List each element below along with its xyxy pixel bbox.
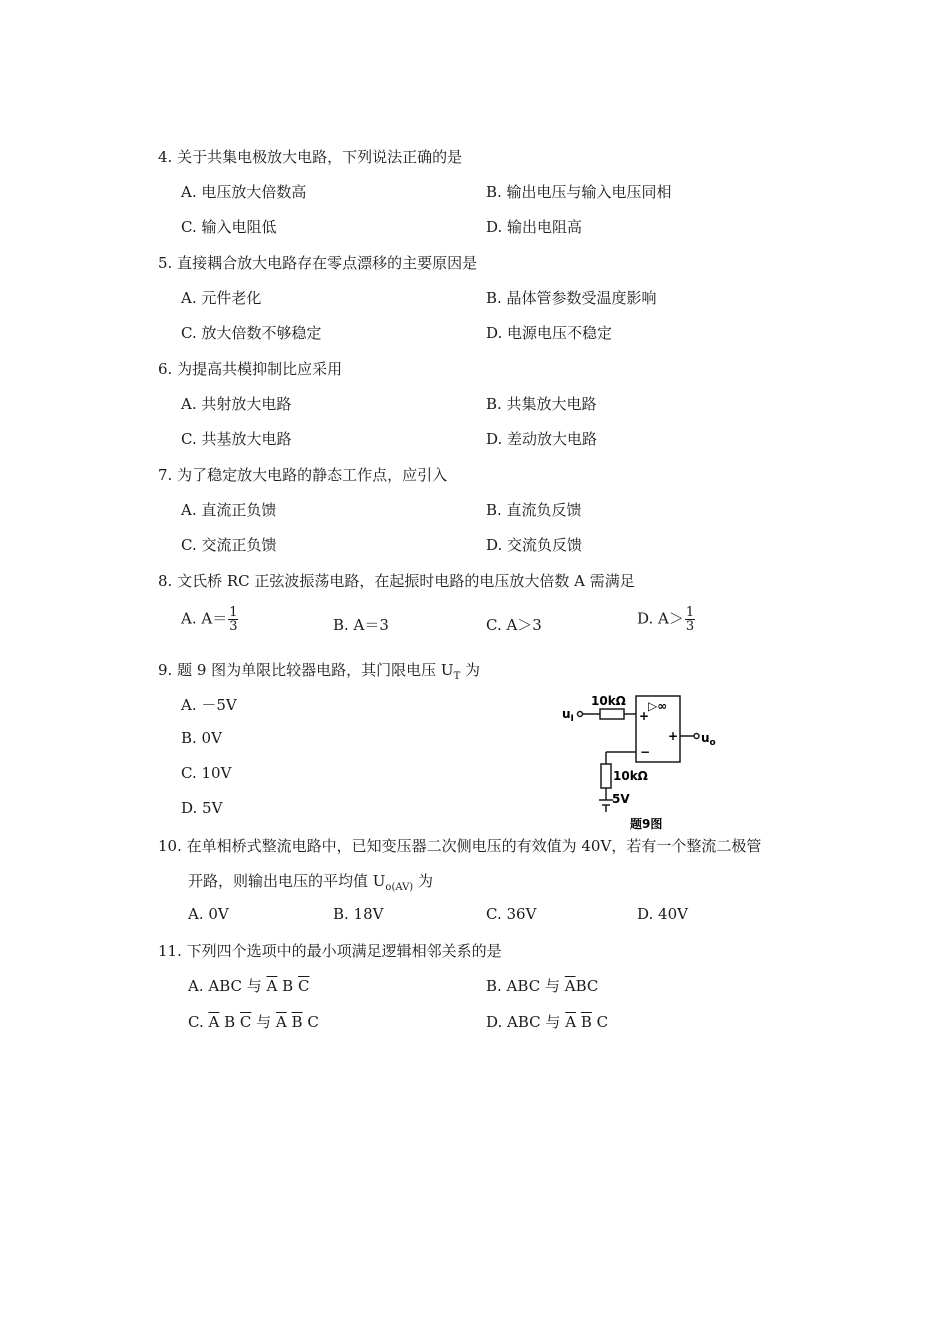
non-inverting-sign: + [639, 709, 650, 723]
fraction-denominator: 3 [685, 619, 695, 634]
fraction-numerator: 1 [685, 605, 695, 620]
question-8-option-a [181, 606, 238, 633]
question-6-option-b: B. 共集放大电路 [486, 395, 597, 413]
question-4-stem: 4. 关于共集电极放大电路，下列说法正确的是 [158, 148, 463, 166]
question-6-option-a: A. 共射放大电路 [181, 395, 292, 413]
output-sign: + [668, 729, 679, 743]
question-7-option-c: C. 交流正负馈 [181, 536, 277, 554]
question-8-option-b: B. A＝3 [333, 616, 389, 634]
question-4-option-a: A. 电压放大倍数高 [181, 183, 307, 201]
question-11-option-d: D. ABC 与 $\overline{A}$ $\overline{B}$ C [486, 1013, 609, 1031]
question-7-option-b: B. 直流负反馈 [486, 501, 582, 519]
question-11-option-c: C. $\overline{A}$ B $\overline{C}$ 与 $\overline{A}$ $\overline{B}$ C [188, 1013, 319, 1031]
stem-suffix: 为 [460, 661, 481, 679]
resistor-r2 [601, 764, 611, 788]
question-10-option-a: A. 0V [188, 905, 229, 923]
r2-label: 10kΩ [613, 769, 648, 783]
question-4-option-c: C. 输入电阻低 [181, 218, 277, 236]
r1-label: 10kΩ [591, 694, 626, 708]
fraction [228, 606, 238, 633]
source-label: 5V [612, 792, 630, 806]
subscript: o(AV) [385, 882, 414, 893]
fraction [685, 606, 695, 633]
question-9-option-a: A. －5V [181, 696, 237, 714]
option-a-prefix: A. A＝ [181, 609, 228, 628]
question-9-option-d: D. 5V [181, 799, 223, 817]
question-11-option-b: B. ABC 与 $\overline{A}BC$ [486, 977, 599, 995]
question-7-option-d: D. 交流负反馈 [486, 536, 583, 554]
stem-suffix: 为 [413, 872, 433, 890]
question-10-stem-line2 [188, 870, 433, 893]
stem-text: 9. 题 9 图为单限比较器电路，其门限电压 U [158, 661, 454, 679]
fraction-denominator: 3 [229, 619, 238, 634]
question-4-option-b: B. 输出电压与输入电压同相 [486, 183, 672, 201]
output-label: $u_o$ [701, 731, 716, 748]
option-d-prefix: D. A＞ [637, 609, 684, 628]
question-8-option-d [637, 606, 695, 633]
input-label: $u_I$ [562, 707, 574, 724]
output-terminal [694, 734, 699, 739]
question-5-option-a: A. 元件老化 [181, 289, 262, 307]
comparator-circuit-figure [558, 690, 738, 835]
resistor-r1 [600, 709, 624, 719]
question-9-stem [158, 659, 480, 682]
question-10-option-b: B. 18V [333, 905, 384, 923]
question-10-stem-line1: 10. 在单相桥式整流电路中，已知变压器二次侧电压的有效值为 40V，若有一个整流二极管 [158, 837, 762, 855]
question-5-stem: 5. 直接耦合放大电路存在零点漂移的主要原因是 [158, 254, 478, 272]
question-8-stem: 8. 文氏桥 RC 正弦波振荡电路，在起振时电路的电压放大倍数 A 需满足 [158, 572, 635, 590]
question-11-option-a: A. ABC 与 $\overline{A}$ B $\overline{C}$ [188, 977, 310, 995]
question-10-option-c: C. 36V [486, 905, 537, 923]
question-5-option-c: C. 放大倍数不够稳定 [181, 324, 322, 342]
question-4-option-d: D. 输出电阻高 [486, 218, 583, 236]
stem-text: 开路，则输出电压的平均值 U [188, 872, 386, 890]
question-5-option-d: D. 电源电压不稳定 [486, 324, 613, 342]
subscript: T [453, 671, 461, 682]
question-10-option-d: D. 40V [637, 905, 688, 923]
fraction-numerator: 1 [229, 605, 238, 620]
inverting-sign: − [640, 745, 651, 759]
question-9-option-b: B. 0V [181, 729, 222, 747]
op-amp-symbol: ▷∞ [648, 699, 668, 713]
figure-caption: 题9图 [630, 817, 663, 831]
question-6-stem: 6. 为提高共模抑制比应采用 [158, 360, 343, 378]
question-6-option-c: C. 共基放大电路 [181, 430, 292, 448]
question-7-stem: 7. 为了稳定放大电路的静态工作点，应引入 [158, 466, 448, 484]
input-terminal [578, 712, 583, 717]
question-7-option-a: A. 直流正负馈 [181, 501, 277, 519]
question-6-option-d: D. 差动放大电路 [486, 430, 598, 448]
question-11-stem: 11. 下列四个选项中的最小项满足逻辑相邻关系的是 [158, 942, 502, 960]
question-5-option-b: B. 晶体管参数受温度影响 [486, 289, 657, 307]
question-8-option-c: C. A＞3 [486, 616, 542, 634]
question-9-option-c: C. 10V [181, 764, 232, 782]
